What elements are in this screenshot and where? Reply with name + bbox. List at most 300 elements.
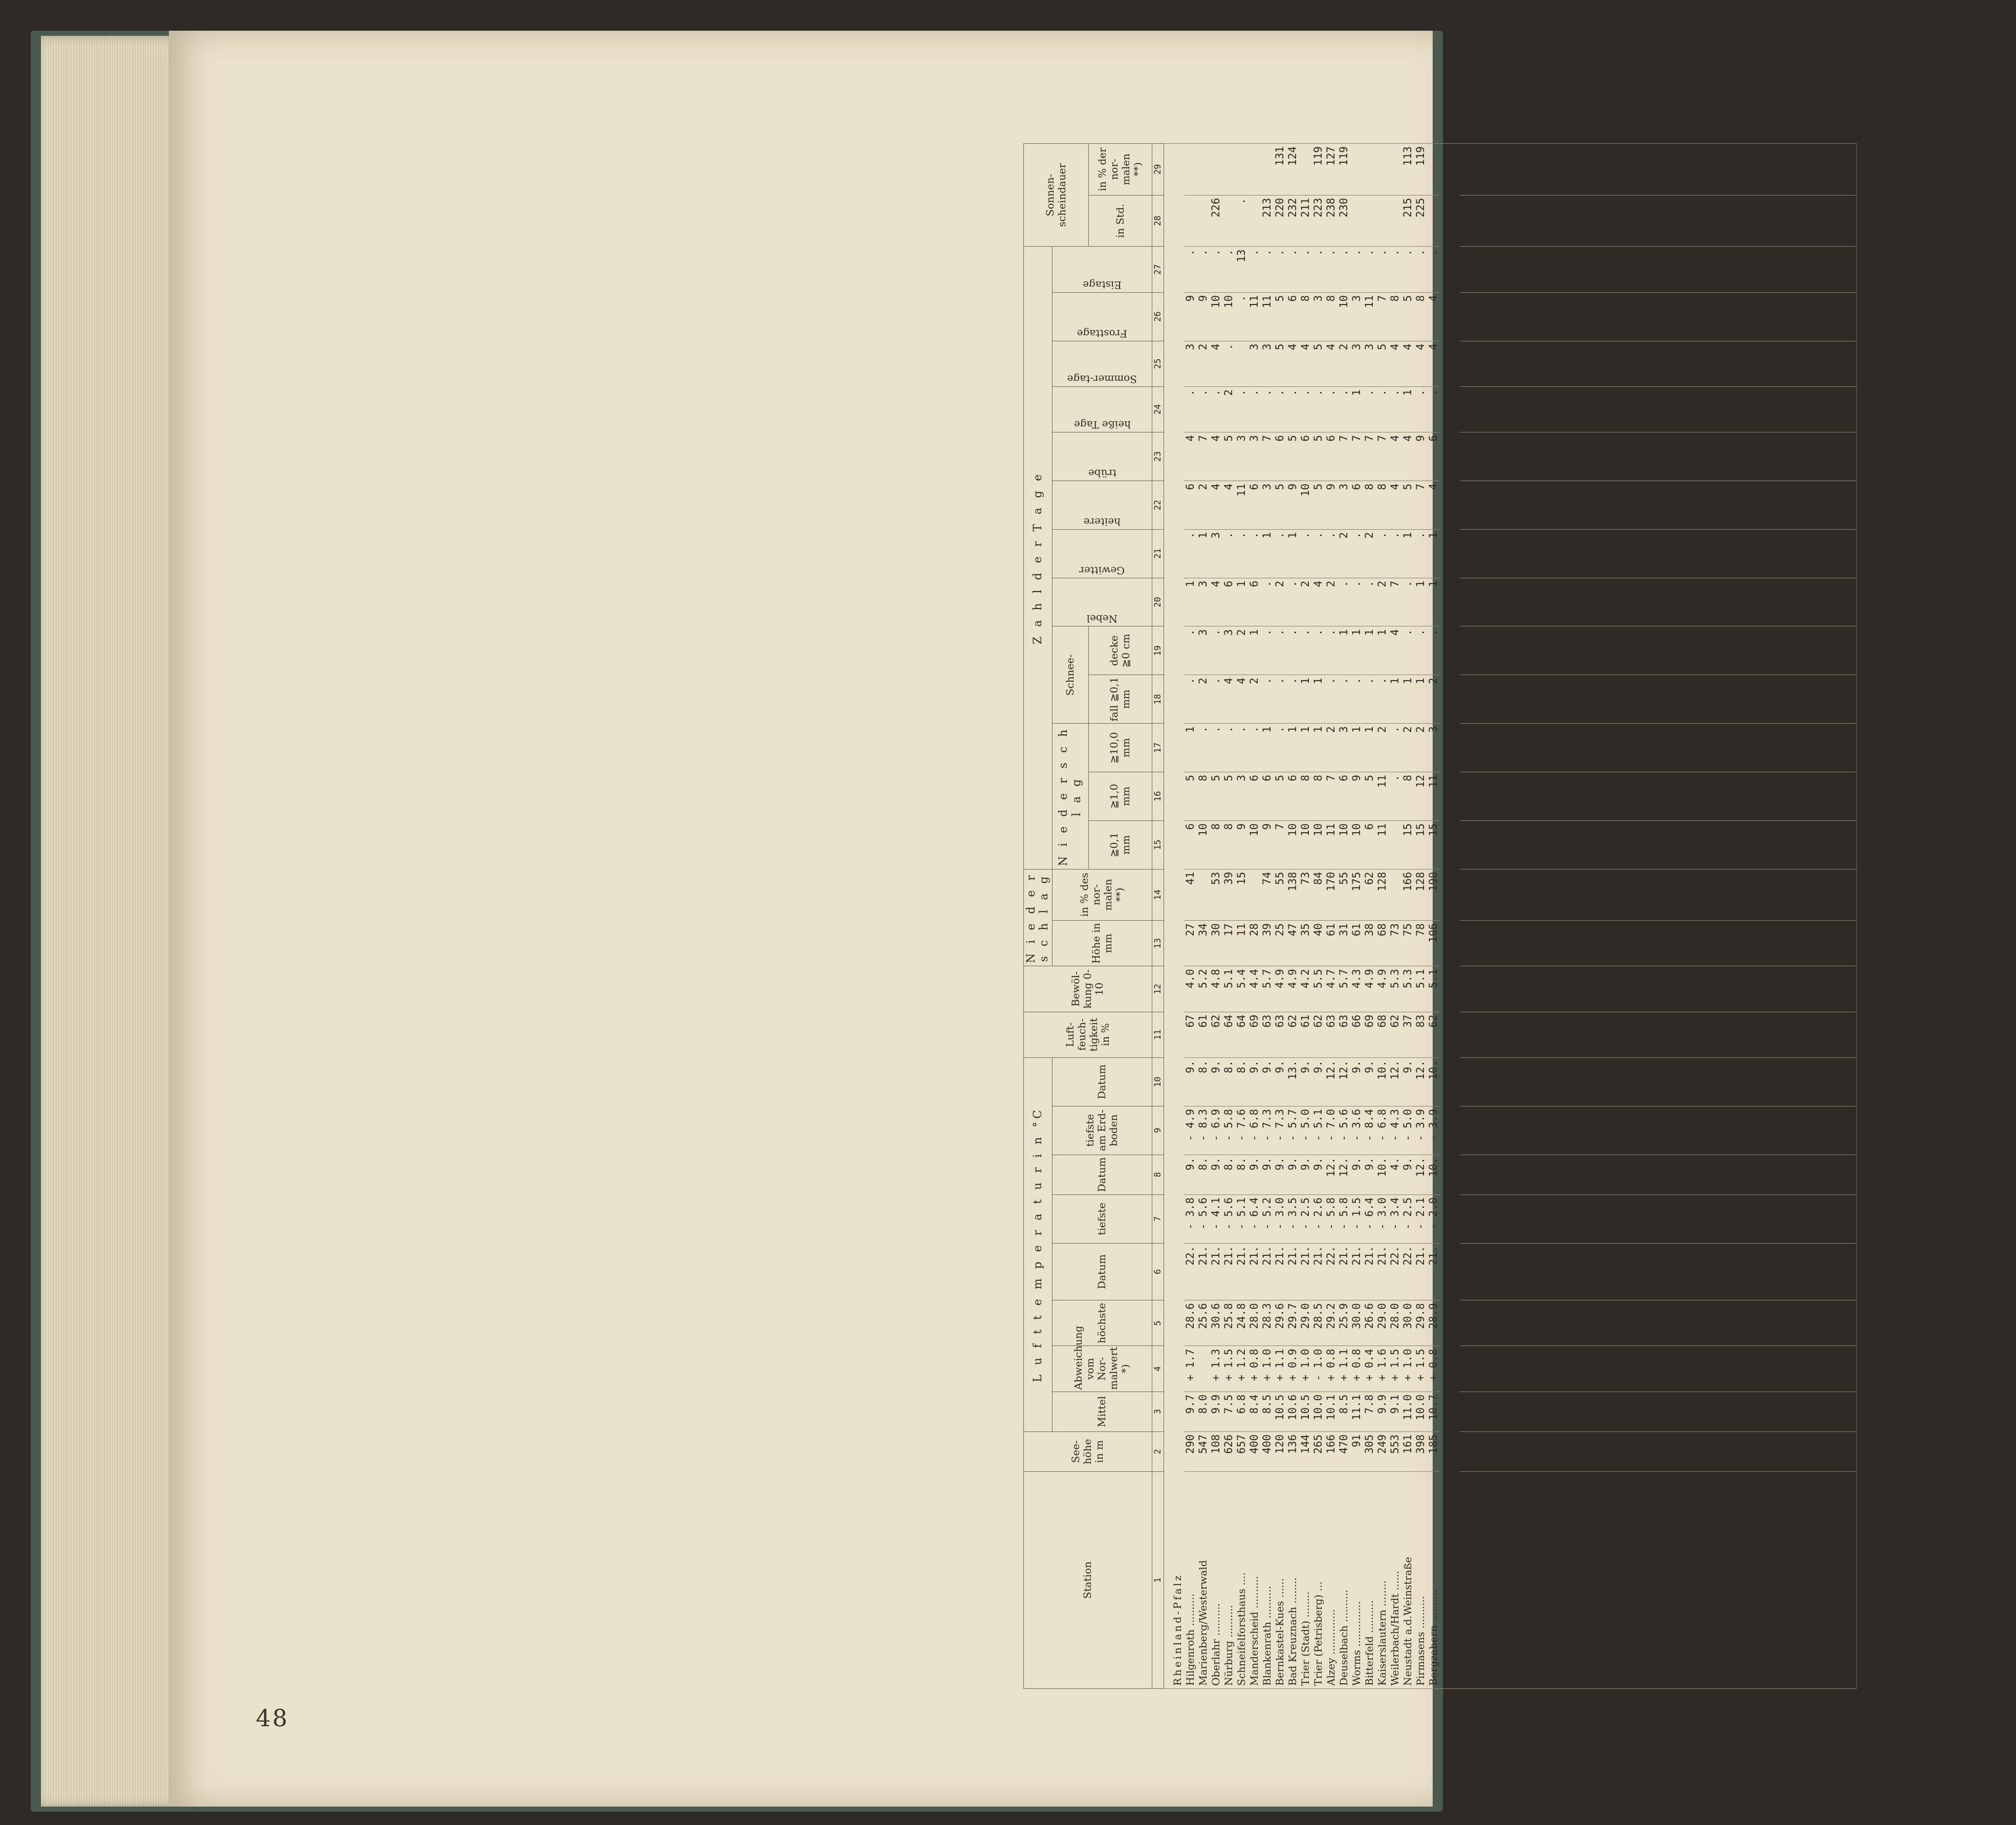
table-cell: 10.5 xyxy=(1299,1392,1312,1431)
table-cell: 5 xyxy=(1613,675,1626,724)
station-name: Hilgenroth .......... xyxy=(1184,1471,1197,1688)
table-cell xyxy=(1222,144,1235,195)
table-cell: 2 xyxy=(1690,529,1703,578)
table-cell: 13. xyxy=(1286,1057,1299,1106)
table-cell: 6 xyxy=(1703,292,1716,341)
table-cell: 9.1 xyxy=(1389,1392,1401,1431)
table-cell: 7 xyxy=(1274,820,1286,869)
table-cell: + 1.3 xyxy=(1728,1346,1741,1392)
table-cell: 4 xyxy=(1427,292,1440,341)
table-cell: - 5.1 xyxy=(1235,1194,1248,1243)
table-cell: 3 xyxy=(1485,724,1498,772)
table-row xyxy=(1401,144,1414,1689)
table-cell: 1 xyxy=(1601,529,1613,578)
table-cell: 6 xyxy=(1728,481,1741,529)
table-cell: 9 xyxy=(1498,292,1511,341)
table-cell: 68 xyxy=(1376,1012,1389,1057)
table-cell: 3 xyxy=(1427,724,1440,772)
table-cell: . xyxy=(1338,247,1350,292)
table-row xyxy=(1460,144,1473,1689)
table-cell: 2 xyxy=(1728,675,1741,724)
station-name: Heidenheim ............ xyxy=(1639,1471,1652,1688)
table-cell: 11 xyxy=(1376,772,1389,820)
table-cell: 203 xyxy=(1805,869,1818,920)
table-cell: + 1.0 xyxy=(1575,1346,1588,1392)
table-cell: 1 xyxy=(1716,578,1728,626)
table-cell: . xyxy=(1210,724,1222,772)
table-cell: 4.3 xyxy=(1511,966,1524,1012)
table-cell: 6.8 xyxy=(1235,1392,1248,1431)
table-cell: 12. xyxy=(1414,1057,1427,1106)
table-cell: 5 xyxy=(1831,481,1844,529)
table-cell: 5 xyxy=(1401,292,1414,341)
table-cell: 100 xyxy=(1754,921,1767,966)
table-cell xyxy=(1350,144,1363,195)
header-luftfeuchtigkeit: Luft-feuch-tigkeit in % xyxy=(1024,1012,1152,1057)
table-cell: 4 xyxy=(1222,675,1235,724)
table-cell: 1 xyxy=(1716,529,1728,578)
table-cell: 8 xyxy=(1376,481,1389,529)
table-cell: 123 xyxy=(1677,144,1690,195)
region-heading: Baden-Württemberg xyxy=(1440,144,1460,1689)
table-cell: 213 xyxy=(1261,195,1274,246)
table-cell: 10.8 xyxy=(1537,1392,1549,1431)
table-cell: 5.7 xyxy=(1575,966,1588,1012)
table-cell xyxy=(1389,144,1401,195)
table-cell: 81 xyxy=(1652,921,1664,966)
table-cell: - 2.5 xyxy=(1473,1194,1485,1243)
table-cell: 522 xyxy=(1703,1431,1716,1471)
table-cell: - 9.7 xyxy=(1844,1194,1857,1243)
table-cell: 9 xyxy=(1805,432,1818,481)
table-cell: 7 xyxy=(1639,292,1652,341)
table-cell: 4 xyxy=(1818,578,1831,626)
table-cell: 178 xyxy=(1498,869,1511,920)
table-cell: 128 xyxy=(1414,869,1427,920)
table-cell: 8.5 xyxy=(1261,1392,1274,1431)
table-cell: 5 xyxy=(1626,292,1639,341)
header-heitere: heitere xyxy=(1052,481,1152,529)
table-cell: 40 xyxy=(1312,921,1325,966)
table-cell: + 0.7 xyxy=(1485,1346,1498,1392)
table-cell: . xyxy=(1460,578,1473,626)
table-cell: 4 xyxy=(1299,341,1312,386)
table-cell: 114 xyxy=(1549,1431,1562,1471)
table-cell: . xyxy=(1575,247,1588,292)
table-cell: - 6.2 xyxy=(1575,1194,1588,1243)
table-cell: 4 xyxy=(1728,341,1741,386)
table-cell: 73 xyxy=(1818,921,1831,966)
table-cell: 220 xyxy=(1274,195,1286,246)
page-number: 48 xyxy=(256,1704,289,1732)
table-cell: 4 xyxy=(1831,675,1844,724)
table-cell: - 7.1 xyxy=(1562,1106,1575,1155)
table-cell: - 1.2 xyxy=(1588,1194,1601,1243)
table-cell: . xyxy=(1261,386,1274,432)
table-cell: 11 xyxy=(1588,772,1601,820)
table-cell: - 5.1 xyxy=(1524,1106,1537,1155)
table-cell: 9. xyxy=(1639,1155,1652,1194)
table-row xyxy=(1601,144,1613,1689)
station-name: Oberlahr .......... xyxy=(1210,1471,1222,1688)
table-row xyxy=(1524,144,1537,1689)
table-cell: 305 xyxy=(1363,1431,1376,1471)
table-cell: 78 xyxy=(1473,921,1485,966)
table-cell: 9. xyxy=(1562,1057,1575,1106)
table-cell xyxy=(1780,144,1792,195)
table-cell: . xyxy=(1210,247,1222,292)
table-cell: + 0.8 xyxy=(1767,1346,1780,1392)
table-cell: . xyxy=(1325,529,1338,578)
table-cell: 7 xyxy=(1363,432,1376,481)
station-name: Oberrotweil 1) ...... xyxy=(1767,1471,1780,1688)
table-cell: 9 xyxy=(1184,292,1197,341)
table-cell: . xyxy=(1511,675,1524,724)
table-cell: 30.1 xyxy=(1511,1300,1524,1346)
table-cell: 10 xyxy=(1575,292,1588,341)
table-cell: . xyxy=(1363,578,1376,626)
table-cell: 12 xyxy=(1767,820,1780,869)
table-cell: 7.5 xyxy=(1690,1392,1703,1431)
column-number: 16 xyxy=(1152,772,1164,820)
table-cell: . xyxy=(1350,247,1363,292)
table-cell: 7.8 xyxy=(1575,1392,1588,1431)
table-cell: . xyxy=(1261,675,1274,724)
table-cell: . xyxy=(1524,675,1537,724)
table-cell: 53 xyxy=(1210,869,1222,920)
table-cell: 117 xyxy=(1626,921,1639,966)
table-cell: . xyxy=(1485,247,1498,292)
table-cell: 9 xyxy=(1235,820,1248,869)
table-cell: . xyxy=(1716,247,1728,292)
table-cell: 230 xyxy=(1524,195,1537,246)
table-cell: 1 xyxy=(1286,529,1299,578)
table-cell: 4 xyxy=(1524,341,1537,386)
table-cell: 12. xyxy=(1805,1155,1818,1194)
table-cell: . xyxy=(1792,386,1805,432)
table-cell xyxy=(1363,195,1376,246)
table-cell: . xyxy=(1363,675,1376,724)
table-cell: . xyxy=(1613,247,1626,292)
table-cell: 1 xyxy=(1754,341,1767,386)
table-cell: 5.3 xyxy=(1831,966,1844,1012)
table-cell: - 4.4 xyxy=(1741,1106,1754,1155)
table-cell: 21. xyxy=(1197,1243,1210,1300)
table-cell: + 1.4 xyxy=(1754,1346,1767,1392)
table-cell: . xyxy=(1524,386,1537,432)
table-cell: 1 xyxy=(1728,529,1741,578)
table-row xyxy=(1274,144,1286,1689)
table-cell: 6 xyxy=(1248,578,1261,626)
table-cell: 27.9 xyxy=(1485,1300,1498,1346)
table-cell: 5.4 xyxy=(1235,966,1248,1012)
table-cell: 10.7 xyxy=(1716,1392,1728,1431)
header-schneedecke: decke ≧0 cm xyxy=(1088,626,1152,675)
header-sonne-prozent: in % der nor-malen **) xyxy=(1088,144,1152,195)
table-cell: 3 xyxy=(1549,675,1562,724)
table-cell: 141 xyxy=(1690,869,1703,920)
table-cell: 29.1 xyxy=(1524,1300,1537,1346)
table-cell: 1 xyxy=(1286,724,1299,772)
table-cell: 3 xyxy=(1473,724,1485,772)
table-cell: . xyxy=(1716,626,1728,675)
table-cell: 9.9 xyxy=(1376,1392,1389,1431)
table-cell: 5.1 xyxy=(1414,966,1427,1012)
table-cell: . xyxy=(1184,247,1197,292)
table-cell: 238 xyxy=(1325,195,1338,246)
table-cell: 9.9 xyxy=(1210,1392,1222,1431)
table-cell: 4.2 xyxy=(1299,966,1312,1012)
table-cell: 5 xyxy=(1575,481,1588,529)
table-cell: 2.8 xyxy=(1844,1392,1857,1431)
table-cell: 214 xyxy=(1716,195,1728,246)
table-cell: 4 xyxy=(1562,341,1575,386)
table-cell: 1 xyxy=(1363,724,1376,772)
table-cell: 6 xyxy=(1716,724,1728,772)
station-name: Trier (Stadt) ........ xyxy=(1299,1471,1312,1688)
table-cell: . xyxy=(1626,247,1639,292)
table-cell: 10 xyxy=(1350,820,1363,869)
table-cell: 12 xyxy=(1728,772,1741,820)
table-cell: 216 xyxy=(1652,195,1664,246)
table-cell: 160 xyxy=(1601,921,1613,966)
table-cell: - 8.4 xyxy=(1363,1106,1376,1155)
table-cell: 1 xyxy=(1549,626,1562,675)
table-cell: 4 xyxy=(1780,341,1792,386)
table-cell: 113 xyxy=(1588,144,1601,195)
header-lufttemperatur: L u f t t e m p e r a t u r i n °C xyxy=(1024,1057,1053,1431)
table-cell: 12 xyxy=(1414,772,1427,820)
table-cell: 10 xyxy=(1460,820,1473,869)
table-row xyxy=(1588,144,1601,1689)
table-cell: 9 xyxy=(1197,292,1210,341)
table-cell: 1 xyxy=(1831,341,1844,386)
table-cell: - 5.2 xyxy=(1818,1106,1831,1155)
table-cell: 6 xyxy=(1767,341,1780,386)
table-cell: 62 xyxy=(1286,1012,1299,1057)
table-cell: 8 xyxy=(1299,292,1312,341)
table-cell: 6 xyxy=(1286,772,1299,820)
table-cell: 1 xyxy=(1613,578,1626,626)
table-cell: . xyxy=(1299,626,1312,675)
table-cell: 28.9 xyxy=(1427,1300,1440,1346)
table-cell: 1 xyxy=(1235,578,1248,626)
table-cell: - 2.5 xyxy=(1299,1194,1312,1243)
table-cell: 537 xyxy=(1728,1431,1741,1471)
table-cell: 12 xyxy=(1818,820,1831,869)
table-cell: 30.2 xyxy=(1549,1300,1562,1346)
table-cell: 4.9 xyxy=(1376,966,1389,1012)
table-cell: . xyxy=(1299,386,1312,432)
table-cell: 5 xyxy=(1274,481,1286,529)
table-cell: 11 xyxy=(1677,432,1690,481)
station-name: Wertheim ............ xyxy=(1460,1471,1473,1688)
table-cell: . xyxy=(1184,675,1197,724)
table-cell: 1 xyxy=(1184,724,1197,772)
table-cell: - 6.5 xyxy=(1562,1194,1575,1243)
table-row xyxy=(1562,144,1575,1689)
table-cell: 4 xyxy=(1588,724,1601,772)
table-cell: - 7.0 xyxy=(1792,1194,1805,1243)
table-cell: - 8.0 xyxy=(1498,1106,1511,1155)
table-cell xyxy=(1498,195,1511,246)
table-cell: 8 xyxy=(1389,292,1401,341)
table-cell: 95 xyxy=(1652,869,1664,920)
table-cell: + 1.3 xyxy=(1210,1346,1222,1392)
table-cell xyxy=(1498,144,1511,195)
table-cell: 70 xyxy=(1677,1012,1690,1057)
table-cell: 65 xyxy=(1703,921,1716,966)
table-cell: 161 xyxy=(1401,1431,1414,1471)
table-cell: 6 xyxy=(1588,481,1601,529)
table-cell: 6 xyxy=(1485,432,1498,481)
table-cell: 3 xyxy=(1350,292,1363,341)
table-cell: 6 xyxy=(1338,772,1350,820)
table-cell: 3 xyxy=(1197,578,1210,626)
table-cell: 211 xyxy=(1601,1431,1613,1471)
table-cell: 9. xyxy=(1549,1057,1562,1106)
table-cell: 7.1 xyxy=(1677,1392,1690,1431)
table-cell: 6 xyxy=(1524,292,1537,341)
table-cell: 223 xyxy=(1312,195,1325,246)
table-cell: 1 xyxy=(1626,578,1639,626)
table-cell: 63 xyxy=(1261,1012,1274,1057)
table-cell: 8 xyxy=(1363,481,1376,529)
header-datum-erdboden: Datum xyxy=(1052,1057,1152,1106)
table-body xyxy=(1164,144,1856,1689)
table-cell: 8 xyxy=(1473,772,1485,820)
table-cell: 22. xyxy=(1389,1243,1401,1300)
table-cell: 1 xyxy=(1511,386,1524,432)
table-cell: 6 xyxy=(1485,578,1498,626)
table-cell: 1 xyxy=(1831,529,1844,578)
table-cell: 28.0 xyxy=(1248,1300,1261,1346)
table-cell: 7 xyxy=(1389,578,1401,626)
table-cell: 1 xyxy=(1350,724,1363,772)
table-cell: - 4.7 xyxy=(1703,1194,1716,1243)
table-cell: 12. xyxy=(1338,1057,1350,1106)
table-cell: 5 xyxy=(1524,432,1537,481)
table-cell: 1 xyxy=(1498,578,1511,626)
table-cell: 21. xyxy=(1511,1243,1524,1300)
table-cell: 201 xyxy=(1511,869,1524,920)
table-row xyxy=(1427,144,1440,1689)
table-cell: 8 xyxy=(1652,578,1664,626)
table-cell: 3.5 xyxy=(1460,966,1473,1012)
table-cell: . xyxy=(1562,386,1575,432)
table-cell: 7.1 xyxy=(1831,1392,1844,1431)
table-cell: 63 xyxy=(1805,1012,1818,1057)
table-cell: 4.9 xyxy=(1286,966,1299,1012)
table-cell: 3 xyxy=(1248,341,1261,386)
table-cell: + 0.8 xyxy=(1350,1346,1363,1392)
table-cell: 77 xyxy=(1741,1012,1754,1057)
table-cell: 16 xyxy=(1844,292,1857,341)
table-cell: 11.2 xyxy=(1588,1392,1601,1431)
table-cell: 7 xyxy=(1414,481,1427,529)
table-cell xyxy=(1197,195,1210,246)
column-number: 21 xyxy=(1152,529,1164,578)
table-cell: 4 xyxy=(1389,626,1401,675)
table-cell: 25.6 xyxy=(1197,1300,1210,1346)
table-cell: 8. xyxy=(1197,1155,1210,1194)
table-cell: 5 xyxy=(1805,341,1818,386)
table-cell: 18 xyxy=(1844,578,1857,626)
table-cell xyxy=(1427,195,1440,246)
table-cell: 123 xyxy=(1818,144,1831,195)
table-cell: 215 xyxy=(1549,195,1562,246)
station-name: Freiburg (Stefan-Meier-Str.) xyxy=(1805,1471,1818,1688)
column-number: 20 xyxy=(1152,578,1164,626)
table-cell xyxy=(1235,341,1248,386)
table-row xyxy=(1792,144,1805,1689)
table-cell: + 1.3 xyxy=(1818,1346,1831,1392)
table-cell: 8 xyxy=(1728,292,1741,341)
table-cell xyxy=(1376,144,1389,195)
table-cell: 8 xyxy=(1601,481,1613,529)
table-cell: 3 xyxy=(1716,341,1728,386)
table-cell: . xyxy=(1312,247,1325,292)
table-cell: 3 xyxy=(1338,481,1350,529)
table-cell: 5 xyxy=(1401,481,1414,529)
table-cell: 10. xyxy=(1376,1155,1389,1194)
header-prozent-normal: in % des nor-malen **) xyxy=(1052,869,1152,920)
table-cell: 305 xyxy=(1588,1431,1601,1471)
table-cell: 4 xyxy=(1792,341,1805,386)
header-ge100: ≧10,0 mm xyxy=(1088,724,1152,772)
table-cell: 30 xyxy=(1844,626,1857,675)
table-row xyxy=(1184,144,1197,1689)
table-cell: 115 xyxy=(1485,144,1498,195)
station-name: Donaueschingen ........ xyxy=(1831,1471,1844,1688)
table-cell: + 0.4 xyxy=(1363,1346,1376,1392)
table-cell xyxy=(1197,1346,1210,1392)
table-cell: 24.7 xyxy=(1639,1300,1652,1346)
table-cell: . xyxy=(1325,247,1338,292)
table-cell: 4 xyxy=(1818,341,1831,386)
table-cell: 10 xyxy=(1197,820,1210,869)
table-cell: . xyxy=(1363,386,1376,432)
table-cell: 13 xyxy=(1562,820,1575,869)
station-name: Karlsruhe ............ xyxy=(1549,1471,1562,1688)
table-cell: 230 xyxy=(1338,195,1350,246)
table-cell: 11 xyxy=(1511,820,1524,869)
station-name: Manderscheid .......... xyxy=(1248,1471,1261,1688)
table-cell: 9. xyxy=(1677,1057,1690,1106)
table-cell: 6 xyxy=(1754,481,1767,529)
column-number: 13 xyxy=(1152,921,1164,966)
table-cell: 5.7 xyxy=(1485,966,1498,1012)
table-cell: 7 xyxy=(1767,432,1780,481)
table-cell: . xyxy=(1274,247,1286,292)
table-cell: 35 xyxy=(1299,921,1312,966)
table-cell: . xyxy=(1805,626,1818,675)
table-cell: 9. xyxy=(1350,1057,1363,1106)
table-cell: 265 xyxy=(1312,1431,1325,1471)
table-cell: . xyxy=(1197,386,1210,432)
table-row xyxy=(1575,144,1588,1689)
table-cell: 2 xyxy=(1690,626,1703,675)
table-cell: - 5.6 xyxy=(1613,1106,1626,1155)
footnote-1b: Oberrotweil meldete kein Min am Erdboden xyxy=(1880,1459,1893,1689)
table-cell: 6 xyxy=(1805,675,1818,724)
table-cell: 114 xyxy=(1549,144,1562,195)
table-cell: 203 xyxy=(1498,1431,1511,1471)
table-cell: 22. xyxy=(1690,1243,1703,1300)
table-cell: . xyxy=(1184,529,1197,578)
table-cell: . xyxy=(1818,386,1831,432)
table-cell: 28.9 xyxy=(1562,1300,1575,1346)
